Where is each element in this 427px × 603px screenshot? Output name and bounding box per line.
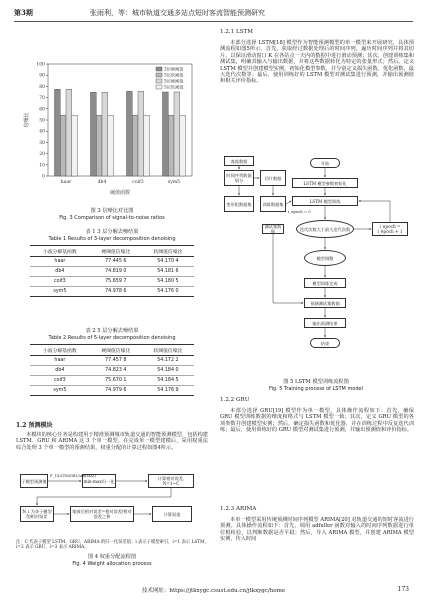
x-axis-label: 阈值函数 xyxy=(109,190,131,196)
table1-col-soft: 软阈值信噪比 xyxy=(142,246,194,257)
table-cell: 74.979 6 xyxy=(90,386,142,396)
table-cell: 75.659 7 xyxy=(90,277,142,287)
section-1-2-1-title: 1.2.1 LSTM xyxy=(220,29,254,35)
fig4-diagram xyxy=(18,472,208,536)
bar xyxy=(60,115,66,176)
table-row xyxy=(30,277,194,287)
bar xyxy=(180,115,186,176)
legend-swatch xyxy=(156,67,162,71)
table2-header-row xyxy=(30,345,194,356)
fig5-node-ts-split: 时间序列数据划分 xyxy=(224,170,254,186)
table-cell: 54.184 5 xyxy=(142,376,194,386)
x-tick-label: coif3 xyxy=(132,180,144,185)
table-cell: 54.176 9 xyxy=(142,386,194,396)
fig5-arrows xyxy=(222,156,412,370)
table-row xyxy=(30,376,194,386)
table-cell: 54.172 2 xyxy=(142,356,194,366)
bar xyxy=(168,115,174,176)
table-cell: 74.823 4 xyxy=(90,366,142,376)
fig5-node-start: 开始 xyxy=(310,158,340,168)
table-cell: 54.176 0 xyxy=(142,287,194,297)
fig4-box-submodel-pred: 子模型预测值 xyxy=(20,474,48,488)
fig5-node-train-done: 模型训练完成 xyxy=(304,278,346,288)
bar xyxy=(96,115,102,176)
fig5-label-epoch0: i_epoch = 0 xyxy=(288,209,311,214)
y-tick-label: 40 xyxy=(39,129,45,135)
legend-swatch xyxy=(156,79,162,83)
section-1-2-1-paragraph: 本部分选择 LSTM[18] 模型作为智能预测模型的单一模型来开展研究，具体预测流程如图5所示。首先，获取经过数据处理后的时间序列，遍历时间序列并将其切片，以保证滑动窗口 K 在各站点一天内的数据中进行滑动预测；其次，创建训练集和测试集，明确其输入与输出数据，并将这些数据转化为特定的张量形式；然后，定义 LSTM 模型并创建模型实例，初始化模型参数，并分别定义损失函数、优化函数、最大迭代次数等；最后，使用训练好的 LSTM 模型对测试集进行预测，并输出预测值和相关评价指标。 xyxy=(220,40,414,85)
table-cell: 74.978 6 xyxy=(90,287,142,297)
table-row xyxy=(30,287,194,297)
fig4-box-weight: 计算权重 xyxy=(152,506,192,522)
table1-caption-cn: 表 1 3 层分解去噪结果 xyxy=(85,229,139,235)
header-rule xyxy=(14,21,413,22)
table-cell: 77.457 8 xyxy=(90,356,142,366)
fig4-caption-cn: 图 4 权重分配流程图 xyxy=(87,554,137,560)
fig5-node-predict-test: 预测测试集数据 xyxy=(304,298,346,308)
legend-label: 3层软阈值 xyxy=(164,72,184,78)
legend-label: 5层软阈值 xyxy=(164,84,184,90)
bar xyxy=(72,115,78,176)
bar xyxy=(66,89,72,176)
fig5-node-test-set: 测试集数据 xyxy=(262,224,284,234)
fig5-node-epoch-inc: i_epoch = i_epoch + 1 xyxy=(372,222,408,236)
fig5-caption-cn: 图 5 LSTM 模型训练流程图 xyxy=(283,379,349,385)
table1-col-hard: 硬阈值信噪比 xyxy=(90,246,142,257)
bar xyxy=(174,92,180,176)
fig5-node-end: 结束 xyxy=(310,338,340,348)
y-tick-label: 60 xyxy=(39,107,45,113)
x-tick-label: db4 xyxy=(97,180,107,185)
fig5-node-lstm-train: LSTM 模型训练 xyxy=(292,196,358,206)
section-1-2-3-title: 1.2.3 ARIMA xyxy=(220,506,257,512)
fig5-node-lstm-init: LSTM 模型参数初始化 xyxy=(292,178,358,188)
table2-caption-cn: 表 2 5 层分解去噪结果 xyxy=(85,328,139,334)
fig5-caption-en: Fig. 5 Training process of LSTM model xyxy=(268,386,364,392)
table-cell: 54.184 0 xyxy=(142,366,194,376)
bar xyxy=(90,92,96,176)
fig4-arrow-label: P_{(LSTM/GRU/ARIMA)} xyxy=(50,474,97,478)
table-cell: 75.670 1 xyxy=(90,376,142,386)
y-tick-label: 70 xyxy=(39,96,45,102)
table-cell: 54.180 5 xyxy=(142,277,194,287)
x-tick-label: haar xyxy=(60,180,72,185)
table-row xyxy=(30,356,194,366)
bar xyxy=(144,115,150,176)
bar xyxy=(108,115,114,176)
legend-swatch xyxy=(156,85,162,89)
table-row xyxy=(30,386,194,396)
running-title: 张雨利，等：城市轨道交通多站点短时客流智能预测研究 xyxy=(90,9,265,17)
fig5-node-model-adjust: 模型调整 xyxy=(304,250,346,266)
table1 xyxy=(30,245,194,297)
fig4-box-scaled-error: 缩放后相对误差=相对误差/相对误差之和 xyxy=(70,506,134,522)
fig4-note: 注：C 代表子模型 LSTM、GRU、ARIMA 的归一化误差值；i 表示子模型索引，i=1 表示 LSTM，i=2 表示 GRU，i=3 表示 ARIMA。 xyxy=(16,540,209,551)
y-axis-label: 信噪比 xyxy=(24,112,30,128)
table-cell: sym5 xyxy=(30,386,90,396)
table-cell: 54.170 4 xyxy=(142,257,194,267)
section-1-2-paragraph: 本模块的核心任务是构建用于精准预测城市轨道交通的智能预测模型，包括构建 LSTM、GRU 和 ARIMA 这 3 个单一模型。在完成单一模型建模后，采用权重法综合处理 3 个单一模型的预测结果，权重分配的计算过程如图4所示。 xyxy=(16,432,208,451)
section-1-2-2-title: 1.2.2 GRU xyxy=(220,397,250,403)
y-tick-label: 10 xyxy=(39,163,45,169)
fig4-box-minmax: min-max归一化 xyxy=(82,474,116,488)
fig5-node-reshape: 变形组数据集 xyxy=(224,196,254,212)
x-tick-label: sym5 xyxy=(167,180,181,185)
fig5-node-output: 输出预测结果 xyxy=(304,318,346,328)
section-1-2-title: 1.2 预测模块 xyxy=(16,422,53,429)
table-row xyxy=(30,257,194,267)
fig4-caption-en: Fig. 4 Weight allocation process xyxy=(72,561,152,567)
bar xyxy=(138,91,144,176)
table2 xyxy=(30,344,194,396)
table-cell: sym5 xyxy=(30,287,90,297)
fig5-node-slice: 切片数据 xyxy=(260,170,286,186)
bar xyxy=(132,115,138,176)
table-row xyxy=(30,366,194,376)
y-tick-label: 30 xyxy=(39,140,45,146)
table2-col-soft: 软阈值信噪比 xyxy=(142,345,194,356)
fig5-node-train-set: 训练数据集 xyxy=(260,196,286,212)
table2-caption-en: Table 2 Results of 5-layer decomposition denoising xyxy=(48,335,176,341)
y-tick-label: 80 xyxy=(39,84,45,90)
table-cell: haar xyxy=(30,257,90,267)
fig5-node-flow-data: 客流数据 xyxy=(224,156,254,166)
table-cell: db4 xyxy=(30,366,90,376)
y-tick-label: 50 xyxy=(39,118,45,124)
table1-col-basis: 小波分解基函数 xyxy=(30,246,90,257)
snr-bar-chart xyxy=(20,58,200,198)
table-cell: db4 xyxy=(30,267,90,277)
fig3-caption-cn: 图 3 信噪比对比图 xyxy=(90,208,134,214)
bar xyxy=(54,89,60,176)
bar xyxy=(102,92,108,176)
issue-number: 第3期 xyxy=(14,8,33,17)
section-1-2-2-paragraph: 本部分选择 GRU[19] 模型作为单一模型。具体操作流程如下：首先，确保 GRU 模型训练数据的维度和格式与 LSTM 模型一致；其次，定义 GRU 模型的各项参数并创建模型实例；然后，确定损失函数和优化器，并在训练过程中反复迭代训练；最后，使用训练好的 GRU 模型对测试集进行预测，并输出预测值和评价指标。 xyxy=(220,408,414,434)
fig4-arrows xyxy=(18,472,208,536)
y-tick-label: 20 xyxy=(39,152,45,158)
table1-caption-en: Table 1 Results of 3-layer decomposition denoising xyxy=(48,236,176,242)
fig5-diagram xyxy=(222,156,412,370)
legend-label: 5层硬阈值 xyxy=(164,78,184,84)
page-number: 173 xyxy=(397,586,409,593)
legend-swatch xyxy=(156,73,162,77)
y-tick-label: 100 xyxy=(36,62,45,68)
table-row xyxy=(30,267,194,277)
legend-label: 3层硬阈值 xyxy=(164,66,184,72)
table-cell: 77.445 6 xyxy=(90,257,142,267)
fig4-box-relative-error: 计算相对误差, N=1~C xyxy=(148,474,194,488)
y-tick-label: 0 xyxy=(42,174,45,180)
fig4-box-ni: N_i 为各子模型的相对误差 xyxy=(20,506,54,522)
table2-col-basis: 小波分解基函数 xyxy=(30,345,90,356)
table-cell: 54.181 6 xyxy=(142,267,194,277)
table2-col-hard: 硬阈值信噪比 xyxy=(90,345,142,356)
y-tick-label: 90 xyxy=(39,73,45,79)
footer-url: 技术网址：https://jtkxygc.csust.edu.cn/jtkxygc/home xyxy=(141,588,286,594)
table-cell: haar xyxy=(30,356,90,366)
bar xyxy=(162,92,168,176)
table-cell: coif3 xyxy=(30,376,90,386)
table-cell: 74.819 0 xyxy=(90,267,142,277)
fig5-node-iter-check: 迭代次数大于最大迭代次数 xyxy=(296,220,354,238)
table1-header-row xyxy=(30,246,194,257)
table-cell: coif3 xyxy=(30,277,90,287)
section-1-2-3-paragraph: 本单一模型采用传统预测时间序列模型 ARIMA[20] 对轨道交通的短时客流进行预测。具体操作流程如下：首先，调用 adfuller 函数对输入的时间序列数据进行单位根检验，以判断数据是否平稳；然后，导入 ARIMA 模型，并创建 ARIMA 模型实例，传入时间 xyxy=(220,517,414,543)
fig3-caption-en: Fig. 3 Comparison of signal-to-noise ratios xyxy=(59,215,165,221)
bar xyxy=(126,91,132,176)
